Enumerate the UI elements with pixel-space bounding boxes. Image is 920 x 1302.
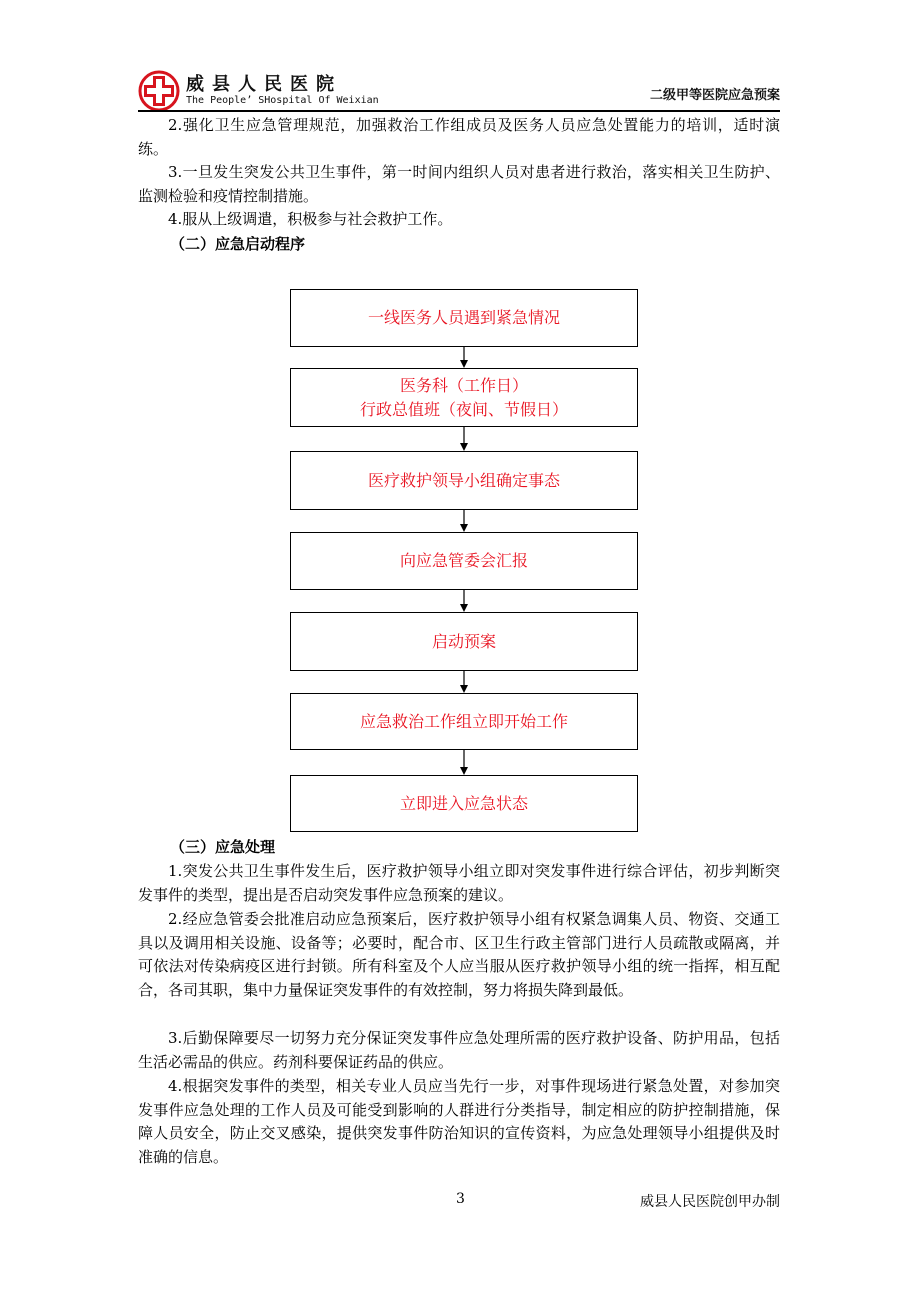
flow-step-text: 医务科（工作日） <box>399 375 528 395</box>
section-heading: （二）应急启动程序 <box>170 235 306 253</box>
flow-step-text: 一线医务人员遇到紧急情况 <box>367 308 560 327</box>
flow-step-text: 立即进入应急状态 <box>399 793 528 813</box>
header-divider <box>138 110 780 112</box>
arrow-down-icon <box>459 427 469 451</box>
flow-step-text: 医疗救护领导小组确定事态 <box>367 470 560 490</box>
paragraph-item: 2.经应急管委会批准启动应急预案后，医疗救护领导小组有权紧急调集人员、物资、交通工具以及调用相关设施、设备等；必要时，配合市、区卫生行政主管部门进行人员疏散或隔离，并可依法对传染病疫区进行封锁。所有科室及个人应当服从医疗救护领导小组的统一指挥，相互配合，各司其职，集中力量保证突发事件的有效控制，努力将损失降到最低。 <box>138 910 780 999</box>
arrow-down-icon <box>459 590 469 612</box>
flow-step <box>290 532 638 590</box>
paragraph-item: 3.一旦发生突发公共卫生事件，第一时间内组织人员对患者进行救治，落实相关卫生防护、监测检验和疫情控制措施。 <box>138 163 780 205</box>
flow-step <box>290 612 638 671</box>
arrow-down-icon <box>459 347 469 368</box>
arrow-down-icon <box>459 671 469 693</box>
flow-step <box>290 775 638 832</box>
flow-step-text: 向应急管委会汇报 <box>399 551 528 570</box>
paragraph-item: 1.突发公共卫生事件发生后，医疗救护领导小组立即对突发事件进行综合评估，初步判断突发事件的类型，提出是否启动突发事件应急预案的建议。 <box>138 862 780 904</box>
hospital-name-cn: 威县人民医院 <box>186 74 342 95</box>
paragraph-item: 4.服从上级调遣，积极参与社会救护工作。 <box>168 210 453 228</box>
paragraph-item: 3.后勤保障要尽一切努力充分保证突发事件应急处理所需的医疗救护设备、防护用品，包括生活必需品的供应。药剂科要保证药品的供应。 <box>138 1029 780 1071</box>
hospital-cross-logo-icon <box>138 70 180 112</box>
paragraph-item: 4.根据突发事件的类型，相关专业人员应当先行一步，对事件现场进行紧急处置，对参加突发事件应急处理的工作人员及可能受到影响的人群进行分类指导，制定相应的防护控制措施，保障人员安全，防止交叉感染，提供突发事件防治知识的宣传资料，为应急处理领导小组提供及时准确的信息。 <box>138 1077 780 1166</box>
flow-step-text: 应急救治工作组立即开始工作 <box>359 711 568 731</box>
page-header <box>138 68 780 108</box>
document-title: 二级甲等医院应急预案 <box>649 88 780 103</box>
hospital-name-en: The People’ SHospital Of Weixian <box>186 95 379 106</box>
flow-step <box>290 451 638 510</box>
flow-step <box>290 368 638 427</box>
arrow-down-icon <box>459 750 469 775</box>
flow-step-text: 启动预案 <box>431 631 496 651</box>
section-heading: （三）应急处理 <box>170 838 276 856</box>
flow-step <box>290 693 638 750</box>
flow-step-text: 行政总值班（夜间、节假日） <box>359 399 568 419</box>
paragraph-item: 2.强化卫生应急管理规范，加强救治工作组成员及医务人员应急处置能力的培训，适时演练。 <box>138 116 780 158</box>
page-number: 3 <box>456 1191 465 1207</box>
flow-step <box>290 289 638 347</box>
footer-org: 威县人民医院创甲办制 <box>640 1194 780 1210</box>
arrow-down-icon <box>459 510 469 532</box>
